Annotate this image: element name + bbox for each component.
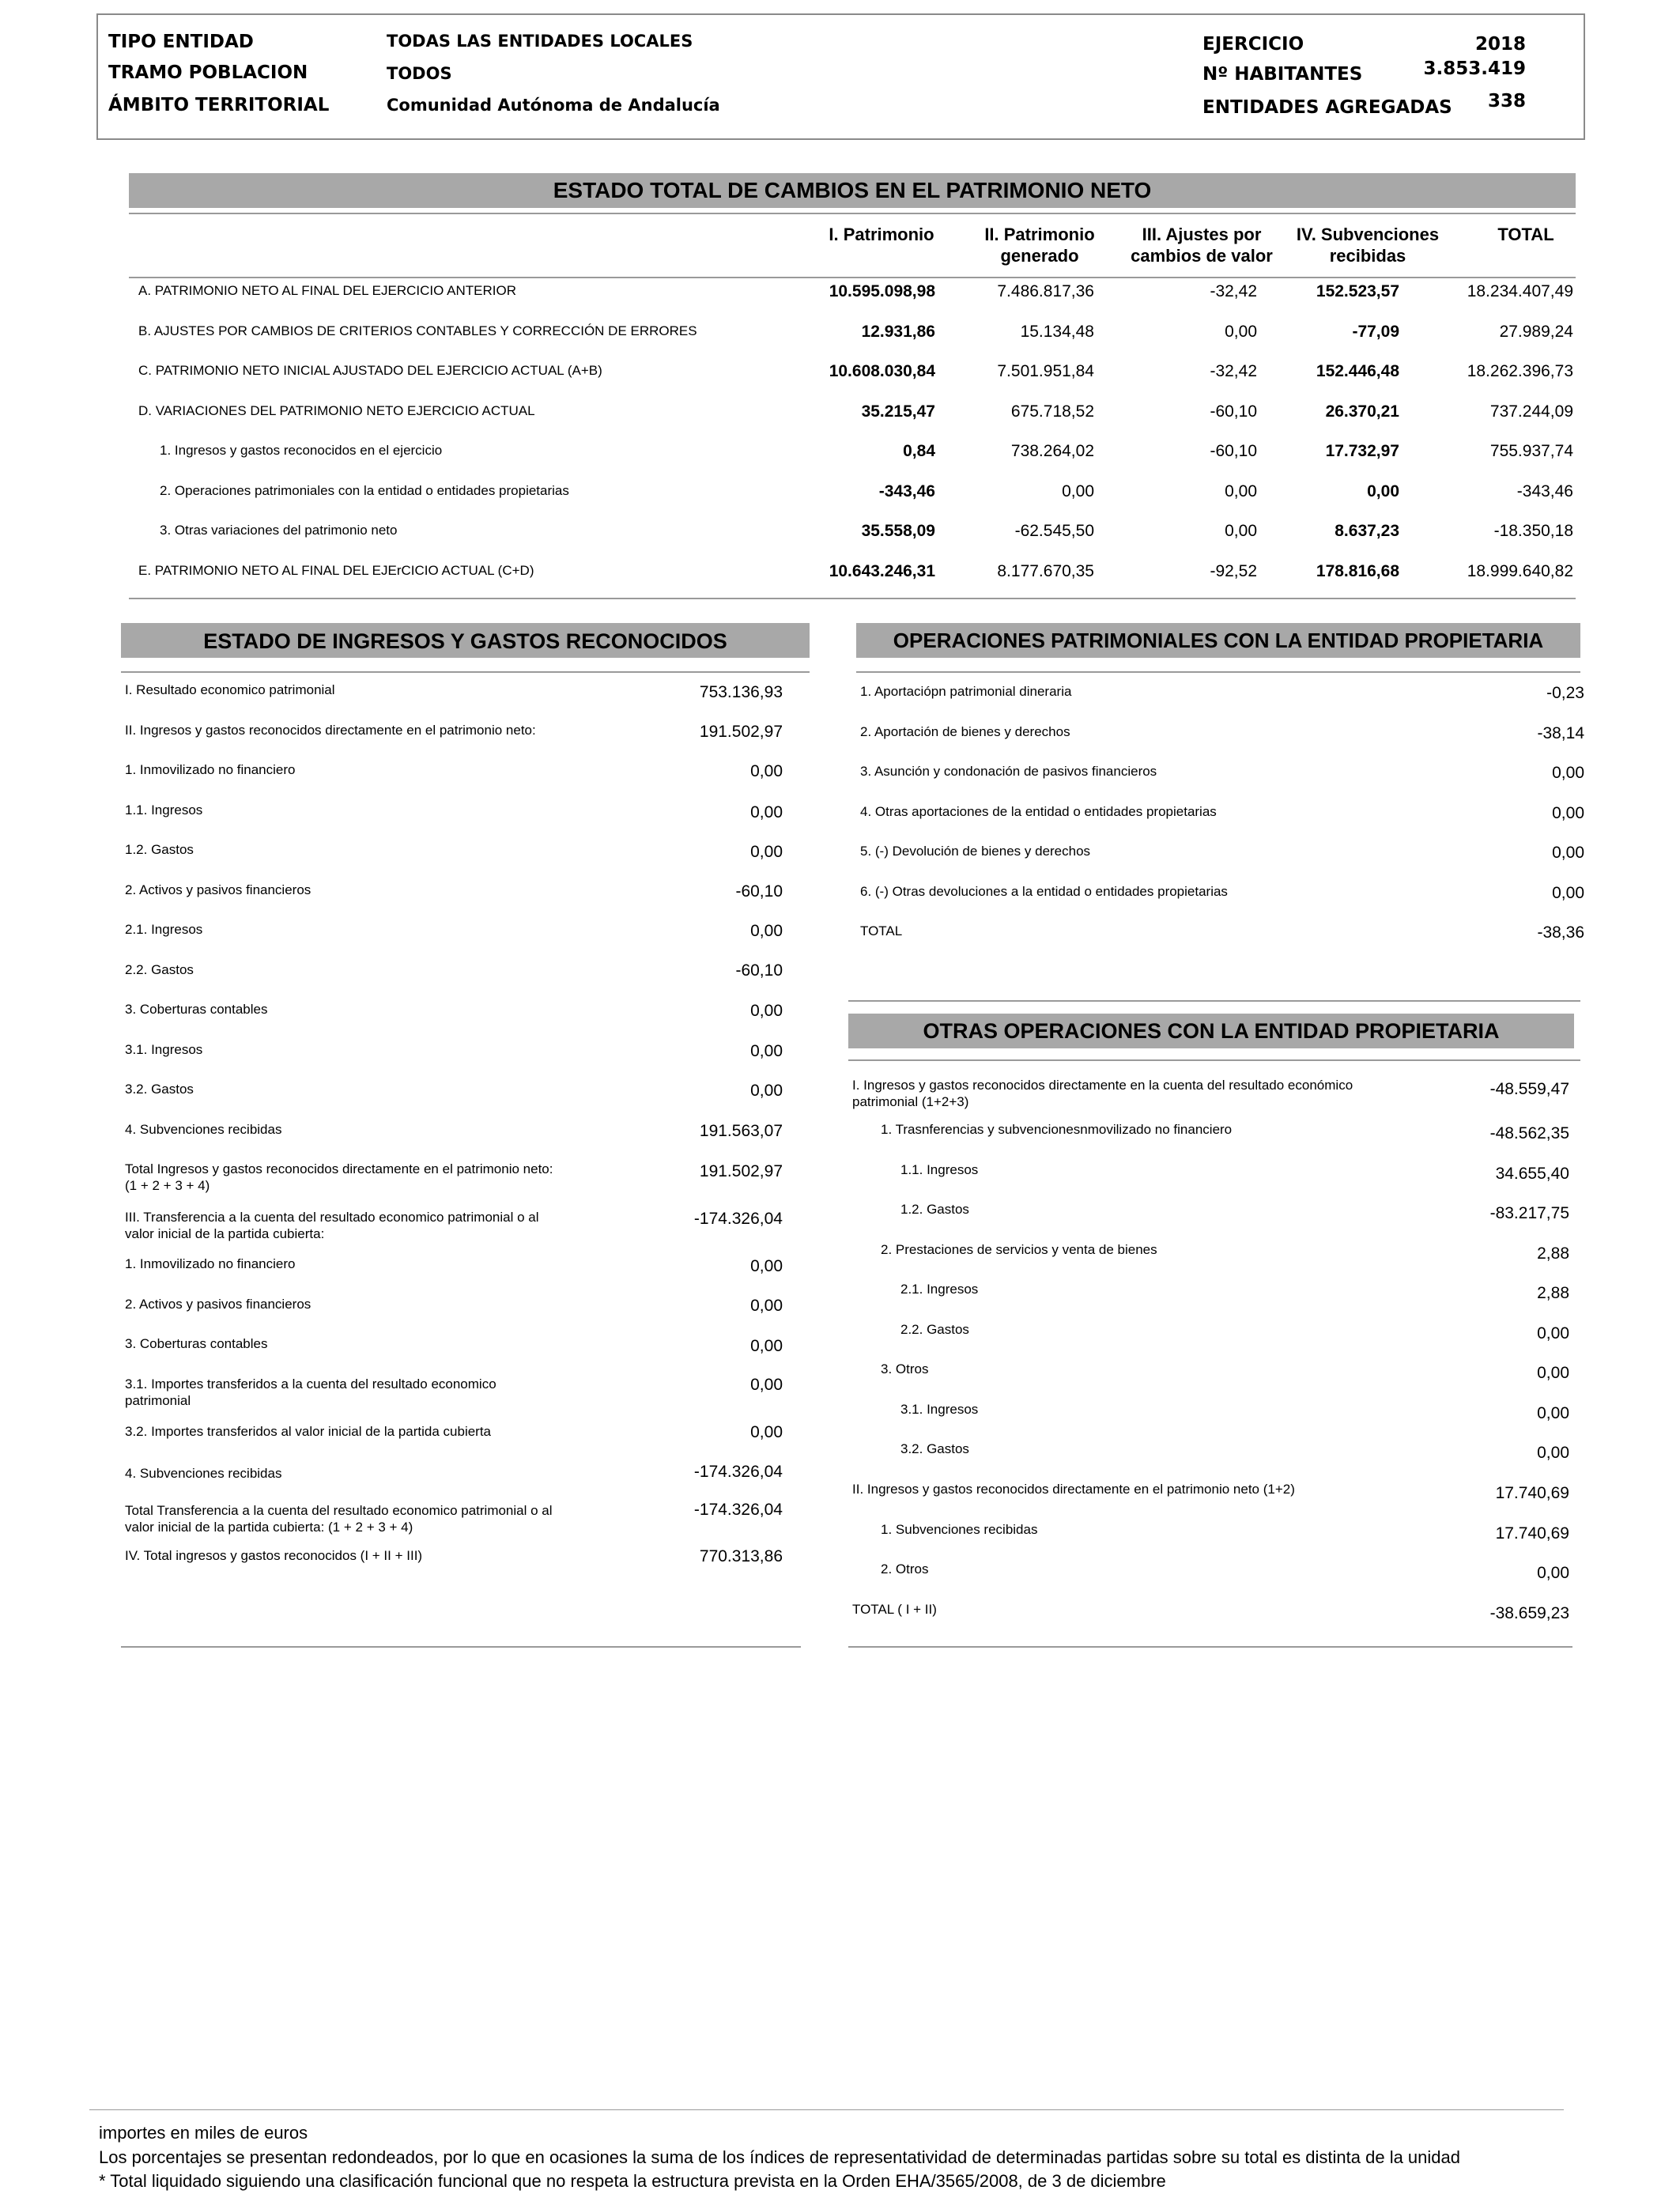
patrimonio-cell-generado: 0,00 (1062, 482, 1094, 500)
otras-row-label: 1.1. Ingresos (900, 1162, 979, 1177)
ingresos-top-rule (121, 671, 810, 673)
ingresos-row-label: 1.1. Ingresos (125, 802, 203, 818)
patrimonio-cell-generado: 7.486.817,36 (997, 282, 1094, 300)
otras-row-value: 2,88 (1537, 1244, 1569, 1263)
patrimonio-cell-total: 755.937,74 (1489, 442, 1573, 460)
operaciones-row-label: TOTAL (860, 923, 903, 938)
patrimonio-cell-ajustes: 0,00 (1225, 522, 1257, 540)
ingresos-row-label: 1. Inmovilizado no financiero (125, 762, 296, 777)
patrimonio-cell-ajustes: -60,10 (1210, 442, 1257, 460)
otras-row-value: 0,00 (1537, 1324, 1569, 1342)
ejercicio-value: 2018 (1474, 34, 1526, 55)
habitantes-value: 3.853.419 (1423, 59, 1526, 79)
otras-row-value: -83.217,75 (1489, 1204, 1569, 1222)
footer-rule (89, 2109, 1564, 2110)
patrimonio-cell-subvenciones: -77,09 (1352, 323, 1399, 341)
ingresos-row-label: 4. Subvenciones recibidas (125, 1466, 282, 1481)
patrimonio-cell-ajustes: -32,42 (1210, 362, 1257, 380)
otras-row-value: -48.562,35 (1489, 1124, 1569, 1142)
col-ajustes: III. Ajustes por cambios de valor (1131, 225, 1273, 266)
otras-row-label: 1.2. Gastos (900, 1202, 969, 1217)
otras-row-label: 2. Otros (881, 1561, 929, 1577)
patrimonio-cell-ajustes: -92,52 (1210, 562, 1257, 580)
otras-row-label: 3.1. Ingresos (900, 1402, 979, 1417)
otras-bottom-rule (848, 1646, 1572, 1648)
ingresos-row-value: -174.326,04 (693, 1501, 783, 1519)
ingresos-row-value: -174.326,04 (693, 1463, 783, 1481)
operaciones-row-label: 3. Asunción y condonación de pasivos financieros (860, 764, 1157, 779)
operaciones-title: OPERACIONES PATRIMONIALES CON LA ENTIDAD PROPIETARIA (856, 623, 1580, 658)
ingresos-row-label: IV. Total ingresos y gastos reconocidos (I + II + III) (125, 1548, 423, 1563)
ingresos-bottom-rule (121, 1646, 801, 1648)
ingresos-row-value: -174.326,04 (693, 1210, 783, 1228)
tramo-poblacion-value: TODOS (387, 64, 452, 83)
otras-row-label: TOTAL ( I + II) (852, 1602, 937, 1617)
patrimonio-cell-subvenciones: 8.637,23 (1335, 522, 1399, 540)
patrimonio-top-rule (129, 213, 1576, 214)
otras-row-value: -48.559,47 (1489, 1080, 1569, 1098)
operaciones-top-rule (856, 671, 1580, 673)
ingresos-title: ESTADO DE INGRESOS Y GASTOS RECONOCIDOS (121, 623, 810, 658)
ingresos-row-label: Total Transferencia a la cuenta del resultado economico patrimonial o al valor inicial de la partida cubierta: (1 + 2 + 3 + 4) (125, 1503, 553, 1535)
patrimonio-cell-subvenciones: 178.816,68 (1316, 562, 1399, 580)
otras-row-label: 3. Otros (881, 1361, 929, 1376)
patrimonio-row-label: C. PATRIMONIO NETO INICIAL AJUSTADO DEL EJERCICIO ACTUAL (A+B) (138, 363, 602, 378)
patrimonio-row-label: 1. Ingresos y gastos reconocidos en el ejercicio (160, 443, 443, 458)
operaciones-row-value: 0,00 (1552, 884, 1584, 902)
otras-header-rule (848, 1059, 1580, 1061)
ingresos-row-label: 2.1. Ingresos (125, 922, 203, 937)
patrimonio-cell-ajustes: -32,42 (1210, 282, 1257, 300)
col-total: TOTAL (1497, 225, 1554, 244)
patrimonio-cell-patrimonio: -343,46 (878, 482, 935, 500)
ingresos-row-value: 0,00 (750, 1002, 783, 1020)
ingresos-row-label: 3. Coberturas contables (125, 1336, 268, 1351)
col-patrimonio: I. Patrimonio (829, 225, 934, 244)
ingresos-row-label: 3.1. Importes transferidos a la cuenta del resultado economico patrimonial (125, 1376, 496, 1408)
patrimonio-cell-total: -343,46 (1516, 482, 1573, 500)
ingresos-row-value: 0,00 (750, 803, 783, 821)
patrimonio-cell-generado: 675.718,52 (1010, 402, 1094, 421)
ingresos-row-label: 3. Coberturas contables (125, 1002, 268, 1017)
ingresos-row-value: 191.563,07 (699, 1122, 783, 1140)
ingresos-row-value: 0,00 (750, 1376, 783, 1394)
otras-row-label: II. Ingresos y gastos reconocidos directamente en el patrimonio neto (1+2) (852, 1482, 1295, 1497)
ambito-territorial-value: Comunidad Autónoma de Andalucía (387, 96, 720, 115)
entidades-agregadas-value: 338 (1487, 91, 1526, 111)
operaciones-row-label: 1. Aportaciópn patrimonial dineraria (860, 684, 1072, 699)
patrimonio-cell-total: -18.350,18 (1493, 522, 1573, 540)
patrimonio-cell-total: 18.262.396,73 (1467, 362, 1573, 380)
patrimonio-cell-subvenciones: 26.370,21 (1325, 402, 1399, 421)
operaciones-row-value: 0,00 (1552, 844, 1584, 862)
otras-row-label: 1. Subvenciones recibidas (881, 1522, 1038, 1537)
ingresos-row-value: 0,00 (750, 843, 783, 861)
ingresos-row-label: 1. Inmovilizado no financiero (125, 1256, 296, 1271)
patrimonio-cell-subvenciones: 0,00 (1367, 482, 1399, 500)
ingresos-row-label: 3.2. Importes transferidos al valor inicial de la partida cubierta (125, 1424, 492, 1439)
ingresos-row-value: -60,10 (735, 882, 783, 901)
tipo-entidad-label: TIPO ENTIDAD (108, 32, 254, 52)
patrimonio-cell-total: 18.234.407,49 (1467, 282, 1573, 300)
operaciones-row-value: -38,36 (1537, 923, 1584, 942)
ejercicio-label: EJERCICIO (1202, 34, 1304, 55)
patrimonio-cell-patrimonio: 35.558,09 (861, 522, 935, 540)
footer-note-total: * Total liquidado siguiendo una clasificación funcional que no respeta la estructura prevista en la Orden EHA/3565/2008, de 3 de diciembre (99, 2171, 1166, 2191)
ingresos-row-value: 0,00 (750, 762, 783, 780)
ingresos-row-label: I. Resultado economico patrimonial (125, 682, 335, 697)
operaciones-row-value: 0,00 (1552, 804, 1584, 822)
operaciones-row-value: 0,00 (1552, 764, 1584, 782)
otras-row-value: 0,00 (1537, 1404, 1569, 1422)
patrimonio-cell-total: 27.989,24 (1499, 323, 1573, 341)
patrimonio-row-label: 3. Otras variaciones del patrimonio neto (160, 523, 398, 538)
footer-units: importes en miles de euros (99, 2123, 308, 2143)
ingresos-row-label: II. Ingresos y gastos reconocidos directamente en el patrimonio neto: (125, 723, 536, 738)
operaciones-row-label: 4. Otras aportaciones de la entidad o entidades propietarias (860, 804, 1217, 819)
habitantes-label: Nº HABITANTES (1202, 64, 1363, 85)
col-subvenciones: IV. Subvenciones recibidas (1296, 225, 1440, 266)
otras-row-value: 0,00 (1537, 1364, 1569, 1382)
ingresos-row-value: 0,00 (750, 1423, 783, 1441)
otras-row-label: I. Ingresos y gastos reconocidos directamente en la cuenta del resultado económico patrimonial (1+2+3) (852, 1078, 1353, 1109)
otras-title: OTRAS OPERACIONES CON LA ENTIDAD PROPIETARIA (848, 1014, 1574, 1048)
otras-row-value: 17.740,69 (1495, 1524, 1569, 1543)
ingresos-row-label: 4. Subvenciones recibidas (125, 1122, 282, 1137)
col-patrimonio-generado: II. Patrimonio generado (984, 225, 1095, 266)
otras-row-label: 1. Trasnferencias y subvencionesnmovilizado no financiero (881, 1122, 1233, 1137)
otras-row-value: 17.740,69 (1495, 1484, 1569, 1502)
operaciones-row-value: -38,14 (1537, 724, 1584, 742)
patrimonio-cell-subvenciones: 152.446,48 (1316, 362, 1399, 380)
patrimonio-cell-subvenciones: 152.523,57 (1316, 282, 1399, 300)
otras-row-label: 2. Prestaciones de servicios y venta de bienes (881, 1242, 1157, 1257)
tramo-poblacion-label: TRAMO POBLACION (108, 62, 308, 83)
patrimonio-cell-ajustes: -60,10 (1210, 402, 1257, 421)
otras-top-rule (848, 1000, 1580, 1002)
otras-row-value: 34.655,40 (1495, 1165, 1569, 1183)
ingresos-row-value: 0,00 (750, 922, 783, 940)
patrimonio-cell-ajustes: 0,00 (1225, 323, 1257, 341)
operaciones-row-label: 2. Aportación de bienes y derechos (860, 724, 1070, 739)
otras-row-value: 2,88 (1537, 1284, 1569, 1302)
patrimonio-row-label: E. PATRIMONIO NETO AL FINAL DEL EJErCICIO ACTUAL (C+D) (138, 563, 534, 578)
operaciones-row-label: 6. (-) Otras devoluciones a la entidad o entidades propietarias (860, 884, 1228, 899)
ingresos-row-label: 2. Activos y pasivos financieros (125, 1297, 311, 1312)
patrimonio-row-label: 2. Operaciones patrimoniales con la entidad o entidades propietarias (160, 483, 569, 498)
ingresos-row-label: 1.2. Gastos (125, 842, 194, 857)
ingresos-row-value: 753.136,93 (699, 683, 783, 701)
patrimonio-cell-generado: 7.501.951,84 (997, 362, 1094, 380)
patrimonio-cell-patrimonio: 0,84 (903, 442, 935, 460)
ingresos-row-value: 770.313,86 (699, 1547, 783, 1565)
patrimonio-cell-generado: 8.177.670,35 (997, 562, 1094, 580)
operaciones-row-value: -0,23 (1546, 684, 1584, 702)
ingresos-row-label: 2. Activos y pasivos financieros (125, 882, 311, 897)
ingresos-row-value: 0,00 (750, 1082, 783, 1100)
ingresos-row-label: Total Ingresos y gastos reconocidos directamente en el patrimonio neto: (1 + 2 + 3 + 4) (125, 1161, 553, 1193)
patrimonio-cell-patrimonio: 10.608.030,84 (829, 362, 935, 380)
patrimonio-title: ESTADO TOTAL DE CAMBIOS EN EL PATRIMONIO NETO (129, 173, 1576, 208)
otras-row-label: 3.2. Gastos (900, 1441, 969, 1456)
footer-note-percentages: Los porcentajes se presentan redondeados, por lo que en ocasiones la suma de los índices de representatividad de determinadas partidas sobre su total es distinta de la unidad (99, 2147, 1460, 2167)
otras-row-label: 2.1. Ingresos (900, 1282, 979, 1297)
ingresos-row-value: 0,00 (750, 1337, 783, 1355)
ingresos-row-label: 2.2. Gastos (125, 962, 194, 977)
ingresos-row-label: 3.2. Gastos (125, 1082, 194, 1097)
otras-row-value: -38.659,23 (1489, 1604, 1569, 1622)
patrimonio-row-label: D. VARIACIONES DEL PATRIMONIO NETO EJERCICIO ACTUAL (138, 403, 535, 418)
patrimonio-cell-subvenciones: 17.732,97 (1325, 442, 1399, 460)
tipo-entidad-value: TODAS LAS ENTIDADES LOCALES (387, 32, 693, 51)
patrimonio-cell-generado: 738.264,02 (1010, 442, 1094, 460)
ambito-territorial-label: ÁMBITO TERRITORIAL (108, 95, 330, 115)
patrimonio-cell-total: 737.244,09 (1489, 402, 1573, 421)
entidades-agregadas-label: ENTIDADES AGREGADAS (1202, 97, 1452, 118)
patrimonio-header-rule (129, 277, 1576, 278)
operaciones-row-label: 5. (-) Devolución de bienes y derechos (860, 844, 1091, 859)
ingresos-row-value: 191.502,97 (699, 1162, 783, 1180)
ingresos-row-value: 0,00 (750, 1297, 783, 1315)
patrimonio-cell-total: 18.999.640,82 (1467, 562, 1573, 580)
ingresos-row-value: 191.502,97 (699, 723, 783, 741)
otras-row-label: 2.2. Gastos (900, 1322, 969, 1337)
otras-row-value: 0,00 (1537, 1444, 1569, 1462)
patrimonio-row-label: B. AJUSTES POR CAMBIOS DE CRITERIOS CONTABLES Y CORRECCIÓN DE ERRORES (138, 323, 697, 338)
patrimonio-cell-patrimonio: 10.643.246,31 (829, 562, 935, 580)
ingresos-row-value: 0,00 (750, 1257, 783, 1275)
patrimonio-cell-patrimonio: 35.215,47 (861, 402, 935, 421)
ingresos-row-value: -60,10 (735, 961, 783, 980)
patrimonio-cell-patrimonio: 12.931,86 (861, 323, 935, 341)
patrimonio-cell-ajustes: 0,00 (1225, 482, 1257, 500)
ingresos-row-value: 0,00 (750, 1042, 783, 1060)
patrimonio-cell-generado: -62.545,50 (1014, 522, 1094, 540)
patrimonio-cell-patrimonio: 10.595.098,98 (829, 282, 935, 300)
otras-row-value: 0,00 (1537, 1564, 1569, 1582)
patrimonio-cell-generado: 15.134,48 (1020, 323, 1094, 341)
ingresos-row-label: III. Transferencia a la cuenta del resultado economico patrimonial o al valor inicial de la partida cubierta: (125, 1210, 539, 1241)
patrimonio-row-label: A. PATRIMONIO NETO AL FINAL DEL EJERCICIO ANTERIOR (138, 283, 516, 298)
ingresos-row-label: 3.1. Ingresos (125, 1042, 203, 1057)
patrimonio-bottom-rule (129, 598, 1576, 599)
